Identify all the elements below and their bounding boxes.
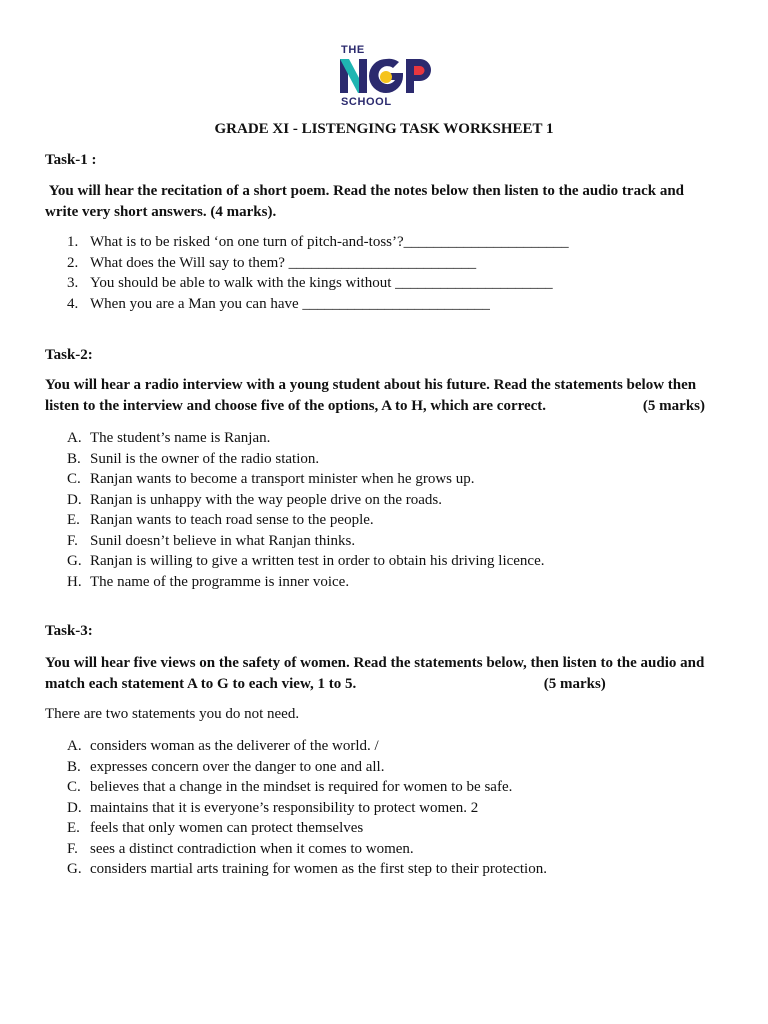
task2-instructions: [45, 375, 705, 417]
item-marker: 1.: [67, 234, 79, 250]
logo-p-shape: [406, 59, 431, 93]
item-text: What does the Will say to them? _________________________: [90, 254, 477, 271]
item-marker: 3.: [67, 275, 79, 291]
item-text: When you are a Man you can have _________________________: [90, 295, 490, 312]
item-text: expresses concern over the danger to one and all.: [90, 758, 385, 775]
task2-instructions-text: You will hear a radio interview with a young student about his future. Read the statements below then listen to the interview and choose five of the options, A to H, which are correct.: [45, 377, 697, 414]
item-marker: C.: [67, 779, 81, 795]
item-marker: 2.: [67, 254, 79, 271]
task2-marks: (5 marks): [642, 398, 705, 414]
item-marker: F.: [67, 840, 78, 857]
logo-g-dot: [380, 71, 392, 83]
task3-note: There are two statements you do not need.: [45, 706, 300, 722]
item-text: believes that a change in the mindset is required for women to be safe.: [90, 779, 513, 795]
task1-heading: Task-1 :: [45, 152, 97, 168]
item-marker: C.: [67, 471, 81, 487]
logo-n-right: [359, 59, 367, 93]
ngp-logo-mark: [340, 57, 432, 95]
item-marker: H.: [67, 573, 82, 590]
item-marker: 4.: [67, 295, 79, 312]
school-logo: [340, 44, 432, 110]
item-text: What is to be risked ‘on one turn of pitch-and-toss’?______________________: [90, 234, 569, 250]
task3-instructions-text: You will hear five views on the safety of women. Read the statements below, then listen to the audio and match each statement A to G to each view, 1 to 5.: [45, 655, 705, 692]
task1-instructions: You will hear the recitation of a short poem. Read the notes below then listen to the audio track and write very short answers. (4 marks).: [45, 183, 688, 220]
item-marker: G.: [67, 553, 82, 569]
task3-marks: (5 marks): [543, 676, 606, 692]
logo-bottom-text: SCHOOL: [341, 96, 392, 108]
item-marker: A.: [67, 738, 82, 754]
item-text: maintains that it is everyone’s responsibility to protect women. 2: [90, 799, 479, 816]
item-text: feels that only women can protect themselves: [90, 820, 364, 836]
logo-p-accent: [414, 66, 425, 75]
item-marker: F.: [67, 532, 78, 549]
item-text: Ranjan wants to teach road sense to the people.: [90, 512, 374, 528]
task3-heading: Task-3:: [45, 623, 93, 639]
item-text: Ranjan wants to become a transport minister when he grows up.: [90, 471, 475, 487]
item-marker: A.: [67, 430, 82, 446]
item-marker: D.: [67, 799, 82, 816]
item-text: considers woman as the deliverer of the world. /: [90, 738, 379, 754]
worksheet-title: GRADE XI - LISTENGING TASK WORKSHEET 1: [214, 121, 554, 137]
item-text: sees a distinct contradiction when it comes to women.: [90, 840, 414, 857]
item-text: The name of the programme is inner voice.: [90, 573, 350, 590]
item-text: Ranjan is unhappy with the way people drive on the roads.: [90, 491, 443, 508]
item-text: Sunil is the owner of the radio station.: [90, 450, 320, 467]
item-marker: B.: [67, 450, 81, 467]
item-text: The student’s name is Ranjan.: [90, 430, 271, 446]
item-marker: E.: [67, 820, 80, 836]
logo-top-text: THE: [341, 44, 365, 56]
task3-instructions: [45, 653, 717, 695]
item-text: Sunil doesn’t believe in what Ranjan thinks.: [90, 532, 356, 549]
item-marker: D.: [67, 491, 82, 508]
item-text: Ranjan is willing to give a written test in order to obtain his driving licence.: [90, 553, 545, 569]
item-text: You should be able to walk with the kings without _____________________: [90, 275, 553, 291]
item-text: considers martial arts training for women as the first step to their protection.: [90, 861, 547, 877]
item-marker: E.: [67, 512, 80, 528]
item-marker: G.: [67, 861, 82, 877]
task2-heading: Task-2:: [45, 347, 93, 363]
item-marker: B.: [67, 758, 81, 775]
